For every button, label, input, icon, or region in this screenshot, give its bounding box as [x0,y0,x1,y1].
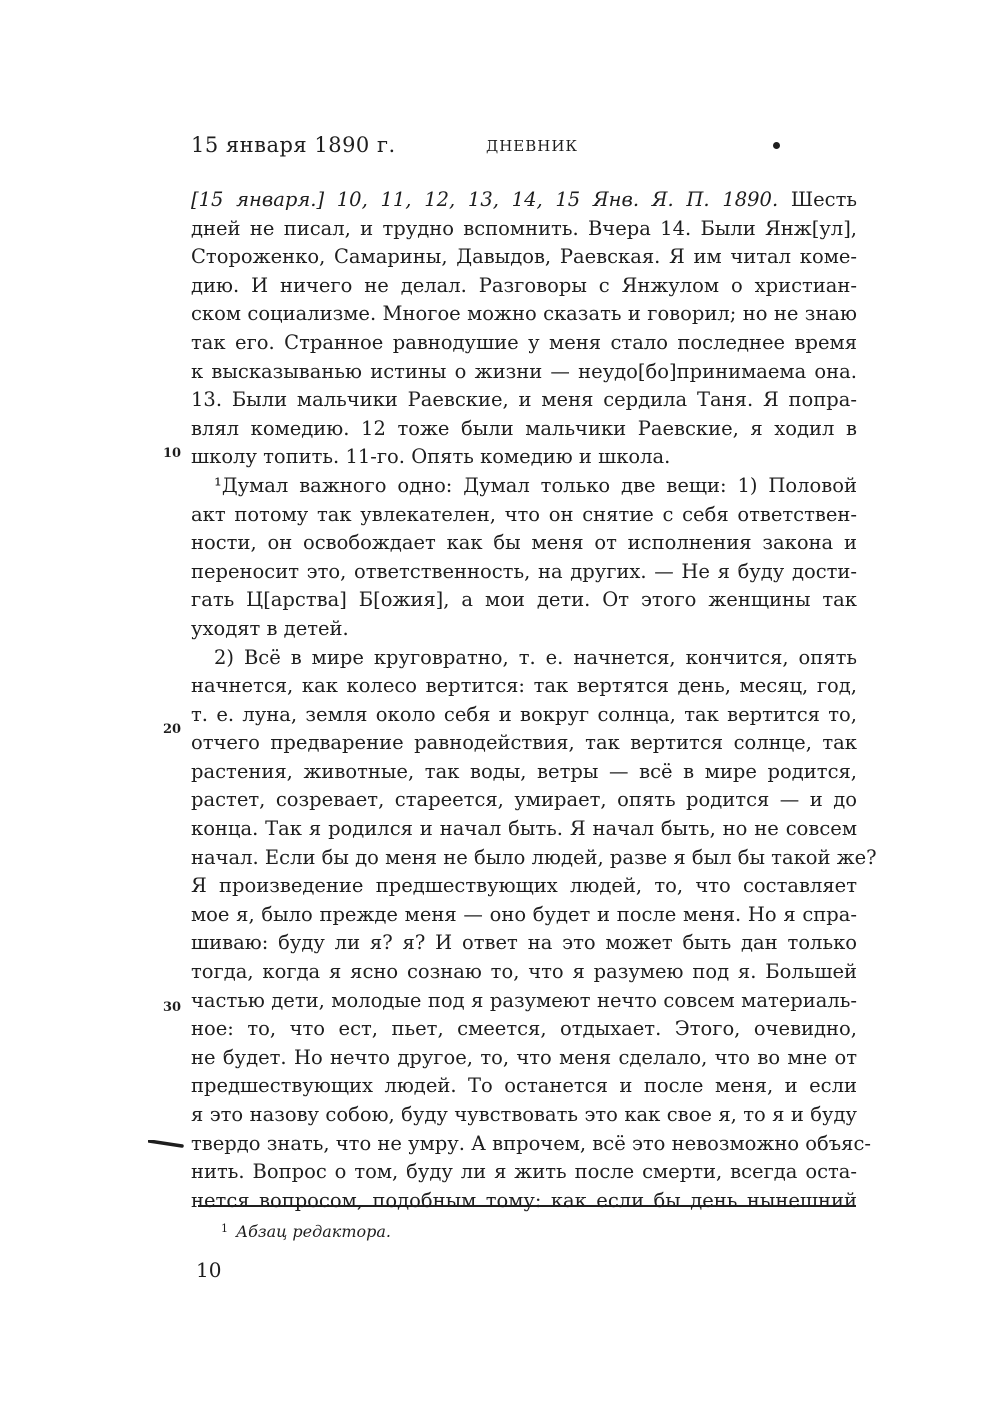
text-line: ности, он освобождает как бы меня от исполнения закона и [191,531,857,555]
text-line: акт потому так увлекателен, что он снятие с себя ответствен- [191,502,857,526]
text-line: отчего предварение равнодействия, так вертится солнце, так [191,731,857,755]
paragraph-2 [191,472,857,644]
text-line: нить. Вопрос о том, буду ли я жить после смерти, всегда оста- [191,1160,857,1184]
text-line: шиваю: буду ли я? я? И ответ на это может быть дан только [191,931,857,955]
text-line: дней не писал, и трудно вспомнить. Вчера 14. Были Янж[ул], [191,216,857,240]
text-line: конца. Так я родился и начал быть. Я начал быть, но не совсем [191,817,857,841]
text-line: частью дети, молодые под я разумеют нечто совсем материаль- [191,988,857,1012]
running-header-title: ДНЕВНИК [486,137,579,155]
text-line: Стороженко, Самарины, Давыдов, Раевская. Я им читал коме- [191,245,857,269]
footnote-separator-rule [198,1205,856,1207]
running-header-date: 15 января 1890 г. [191,133,396,157]
text-line: 2) Всё в мире круговратно, т. е. начнется, кончится, опять [214,645,857,669]
text-line: к высказыванью истины о жизни — неудо[бо]принимаема она. [191,359,857,383]
text-line: т. е. луна, земля около себя и вокруг солнца, так вертится то, [191,702,857,726]
text-line: гать Ц[арства] Б[ожия], а мои дети. От этого женщины так [191,588,857,612]
text-line: Я произведение предшествующих людей, то, что составляет [191,874,857,898]
paragraph-3 [191,644,877,1216]
footnote-marker: 1 [221,1222,228,1235]
text-line: твердо знать, что не умру. А впрочем, всё это невозможно объяс- [191,1131,871,1155]
text-line: я это назову собою, буду чувствовать это как свое я, то я и буду [191,1103,857,1126]
header-dot-mark [773,142,780,149]
text-line: не будет. Но нечто другое, то, что меня сделало, что во мне от [191,1045,857,1069]
margin-pen-mark [148,1140,184,1148]
paragraph-1 [191,186,857,472]
text-line: начал. Если бы до меня не было людей, разве я был бы такой же? [191,845,877,869]
margin-line-number-20: 20 [163,722,182,737]
text-line: уходят в детей. [191,616,349,640]
margin-line-number-30: 30 [163,1000,182,1015]
text-line: предшествующих людей. То останется и после меня, и если [191,1074,857,1098]
text-line: 13. Были мальчики Раевские, и меня сердила Таня. Я попра- [191,388,857,412]
text-line: дию. И ничего не делал. Разговоры с Янжулом о христиан- [191,273,857,297]
footnote [221,1222,391,1241]
text-line: переносит это, ответственность, на других. — Не я буду дости- [191,559,857,583]
text-line: ¹Думал важного одно: Думал только две вещи: 1) Половой [214,473,857,497]
text-line: начнется, как колесо вертится: так вертятся день, месяц, год, [191,674,857,698]
dated-entry-heading: [15 января.] 10, 11, 12, 13, 14, 15 Янв. Я. П. 1890. [191,188,779,211]
main-text [191,186,877,1215]
text-line: растения, животные, так воды, ветры — всё в мире родится, [191,759,857,783]
text-line: ском социализме. Многое можно сказать и говорил; но не знаю [191,302,857,326]
text-line: ное: то, что ест, пьет, смеется, отдыхает. Этого, очевидно, [191,1017,857,1041]
margin-line-number-10: 10 [163,446,182,461]
text-line: растет, созревает, стареется, умирает, опять родится — и до [191,788,857,812]
text-line: школу топить. 11-го. Опять комедию и школа. [191,445,671,469]
text-line: нется вопросом, подобным тому: как если бы день нынешний [191,1188,857,1212]
footnote-text: Абзац редактора. [236,1222,392,1241]
text-line: [15 января.] 10, 11, 12, 13, 14, 15 Янв. Я. П. 1890. Шесть [191,188,857,211]
text-line: мое я, было прежде меня — оно будет и после меня. Но я спра- [191,902,857,926]
text-line: тогда, когда я ясно сознаю то, что я разумею под я. Большей [191,960,857,984]
text-line: влял комедию. 12 тоже были мальчики Раевские, я ходил в [191,416,857,440]
text-line: так его. Странное равнодушие у меня стало последнее время [191,330,857,354]
page-number: 10 [196,1258,222,1282]
